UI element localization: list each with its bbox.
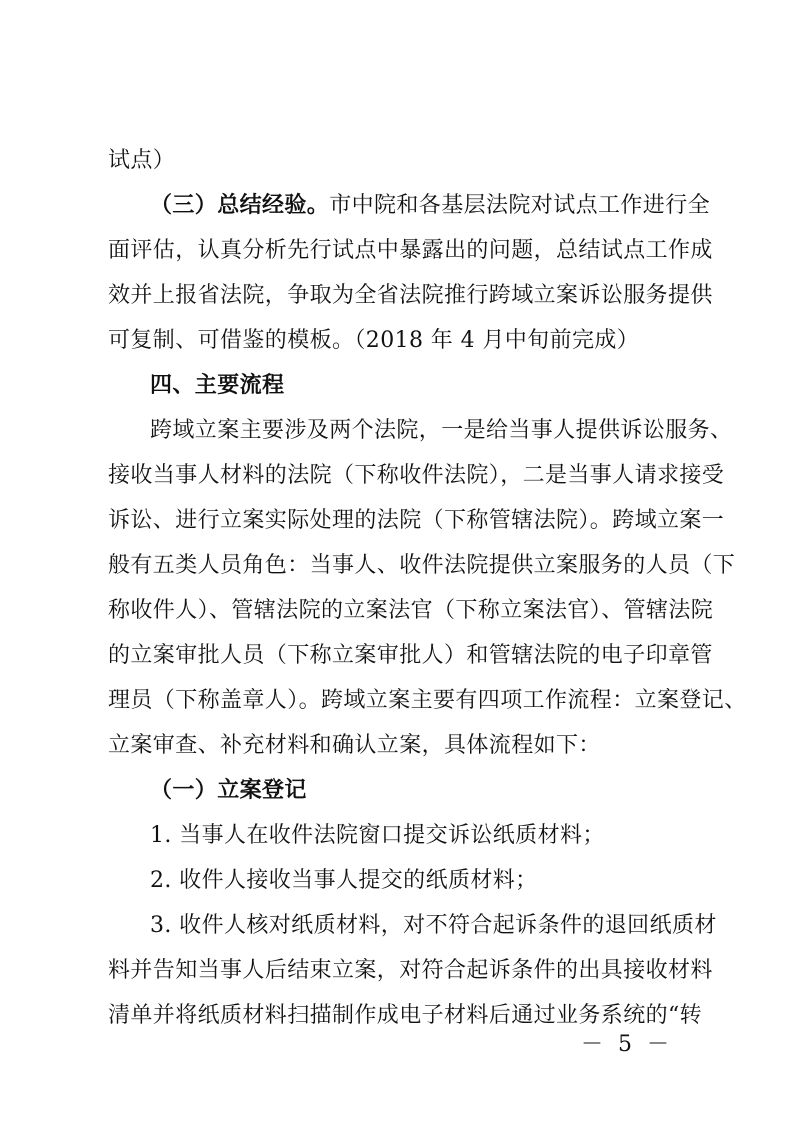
section-heading: 四、主要流程 [150, 373, 285, 398]
text-line: 跨域立案主要涉及两个法院，一是给当事人提供诉讼服务、 [150, 418, 733, 443]
text-line: 2. 收件人接收当事人提交的纸质材料； [150, 868, 538, 893]
text-line: 的立案审批人员（下称立案审批人）和管辖法院的电子印章管 [108, 643, 713, 668]
text-line: 称收件人）、管辖法院的立案法官（下称立案法官）、管辖法院 [108, 598, 714, 623]
text-line: 效并上报省法院，争取为全省法院推行跨域立案诉讼服务提供 [108, 283, 713, 308]
text-line: 面评估，认真分析先行试点中暴露出的问题，总结试点工作成 [108, 238, 713, 263]
text-line: 般有五类人员角色：当事人、收件法院提供立案服务的人员（下 [108, 553, 736, 578]
text-line: 可复制、可借鉴的模板。（2018 年 4 月中旬前完成） [108, 328, 640, 353]
text-line: 3. 收件人核对纸质材料，对不符合起诉条件的退回纸质材 [150, 913, 717, 938]
text-line: 1. 当事人在收件法院窗口提交诉讼纸质材料； [150, 823, 605, 848]
text-line: 诉讼、进行立案实际处理的法院（下称管辖法院）。跨域立案一 [108, 508, 725, 533]
text-line: 接收当事人材料的法院（下称收件法院），二是当事人请求接受 [108, 463, 725, 488]
page-number: － 5 － [581, 1032, 673, 1057]
text-span: 市中院和各基层法院对试点工作进行全 [329, 193, 711, 218]
paragraph-line [150, 191, 710, 221]
text-line: 清单并将纸质材料扫描制作成电子材料后通过业务系统的“转 [108, 1003, 703, 1028]
text-line: 理员（下称盖章人）。跨域立案主要有四项工作流程：立案登记、 [108, 688, 747, 713]
section-heading: （一）立案登记 [150, 778, 307, 803]
text-line: 试点） [108, 148, 176, 173]
section-heading: （三）总结经验。 [150, 193, 330, 218]
text-line: 立案审查、补充材料和确认立案，具体流程如下： [108, 733, 601, 758]
text-line: 料并告知当事人后结束立案，对符合起诉条件的出具接收材料 [108, 958, 713, 983]
